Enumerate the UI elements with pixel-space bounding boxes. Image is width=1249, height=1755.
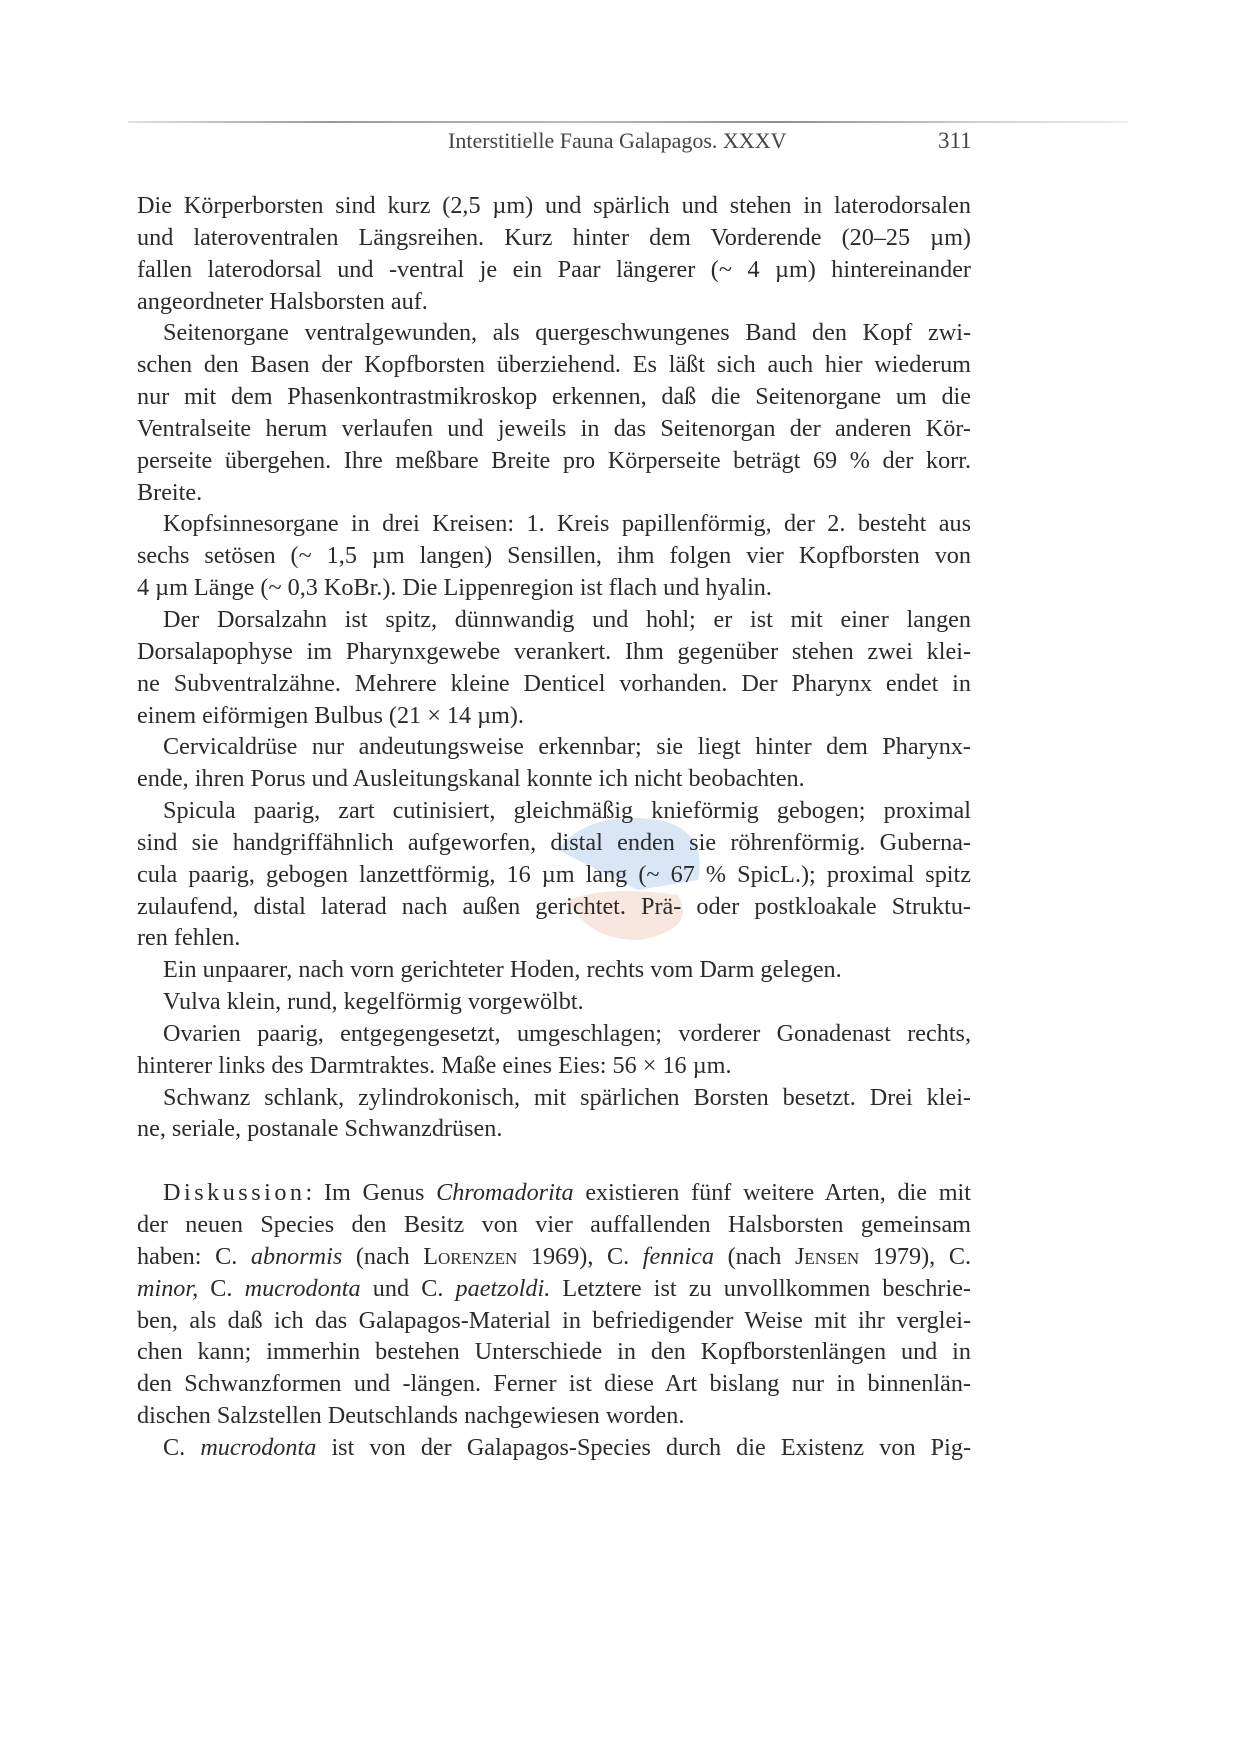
text-line xyxy=(137,254,971,286)
text-line xyxy=(137,700,971,732)
text-line xyxy=(137,381,971,413)
text-line xyxy=(137,477,971,509)
italic-text: mucrodonta xyxy=(200,1433,317,1461)
text-line xyxy=(137,1241,971,1273)
italic-text: mucrodonta xyxy=(244,1274,361,1302)
text-segment: Breite. xyxy=(137,478,203,506)
paragraph xyxy=(137,1177,971,1432)
text-segment: sechs setösen (~ 1,5 µm langen) Sensillen, ihm folgen vier Kopfborsten von xyxy=(137,542,971,570)
author-name: Lorenzen xyxy=(423,1242,518,1270)
text-segment: Vulva klein, rund, kegelförmig vorgewölbt. xyxy=(163,988,584,1016)
text-line xyxy=(137,1368,971,1400)
text-line xyxy=(137,922,971,954)
text-segment: Schwanz schlank, zylindrokonisch, mit spärlichen Borsten besetzt. Drei klei- xyxy=(163,1083,971,1111)
text-segment: der neuen Species den Besitz von vier auffallenden Halsborsten gemeinsam xyxy=(137,1211,971,1238)
text-segment: (nach xyxy=(342,1242,424,1270)
header-rule xyxy=(128,121,1128,123)
text-segment: Ovarien paarig, entgegengesetzt, umgeschlagen; vorderer Gonadenast rechts, xyxy=(163,1019,971,1047)
text-line xyxy=(137,1400,971,1432)
italic-text: abnormis xyxy=(250,1242,343,1270)
paragraph xyxy=(137,731,971,795)
text-line xyxy=(137,1336,971,1368)
text-line xyxy=(137,954,971,986)
text-segment: 1979), C. xyxy=(859,1242,972,1270)
text-line xyxy=(137,891,971,923)
italic-text: fennica xyxy=(642,1242,714,1270)
text-line xyxy=(137,604,971,636)
text-segment: Letztere ist zu unvollkommen beschrie- xyxy=(550,1274,971,1302)
paragraph xyxy=(137,1432,971,1464)
text-segment: cula paarig, gebogen lanzettförmig, 16 µm lang (~ 67 % SpicL.); proximal spitz xyxy=(137,860,971,888)
text-line xyxy=(137,1273,971,1305)
text-segment: ende, ihren Porus und Ausleitungskanal konnte ich nicht beobachten. xyxy=(137,765,805,793)
text-segment: ist von der Galapagos-Species durch die Existenz von Pig- xyxy=(316,1433,971,1461)
text-line xyxy=(137,827,971,859)
paragraph xyxy=(137,508,971,604)
text-segment: Ein unpaarer, nach vorn gerichteter Hoden, rechts vom Darm gelegen. xyxy=(163,956,842,984)
text-segment: ne, seriale, postanale Schwanzdrüsen. xyxy=(137,1115,503,1143)
text-segment: Dorsalapophyse im Pharynxgewebe verankert. Ihm gegenüber stehen zwei klei- xyxy=(137,637,971,665)
text-segment: ne Subventralzähne. Mehrere kleine Denticel vorhanden. Der Pharynx endet in xyxy=(137,669,971,697)
text-line xyxy=(137,508,971,540)
text-segment: hinterer links des Darmtraktes. Maße eines Eies: 56 × 16 µm. xyxy=(137,1051,732,1079)
text-line xyxy=(137,540,971,572)
paragraph xyxy=(137,190,971,317)
text-line xyxy=(137,445,971,477)
body-text xyxy=(137,190,971,1464)
text-segment: 1969), C. xyxy=(517,1242,643,1270)
text-line xyxy=(137,859,971,891)
text-segment: existieren fünf weitere Arten, die mit xyxy=(573,1179,971,1207)
paragraph xyxy=(137,317,971,508)
text-segment: chen kann; immerhin bestehen Unterschiede in den Kopfborstenlängen und in xyxy=(137,1338,971,1366)
italic-text: minor, xyxy=(137,1274,199,1302)
italic-text: paetzoldi. xyxy=(455,1274,551,1302)
text-line xyxy=(137,1050,971,1082)
text-segment: ren fehlen. xyxy=(137,924,241,952)
text-line xyxy=(137,986,971,1018)
text-segment: einem eiförmigen Bulbus (21 × 14 µm). xyxy=(137,701,524,729)
text-line xyxy=(137,1113,971,1145)
text-segment: Seitenorgane ventralgewunden, als quergeschwungenes Band den Kopf zwi- xyxy=(163,319,971,347)
text-line xyxy=(137,795,971,827)
paragraph xyxy=(137,604,971,731)
paragraph xyxy=(137,795,971,954)
paragraph xyxy=(137,1082,971,1146)
text-segment: perseite übergehen. Ihre meßbare Breite pro Körperseite beträgt 69 % der korr. xyxy=(137,446,971,474)
text-line xyxy=(137,1305,971,1337)
text-segment: sind sie handgriffähnlich aufgeworfen, distal enden sie röhrenförmig. Guberna- xyxy=(137,828,971,856)
italic-text: Chromadorita xyxy=(436,1179,574,1207)
text-segment: Spicula paarig, zart cutinisiert, gleichmäßig knieförmig gebogen; proximal xyxy=(163,797,971,825)
text-segment: schen den Basen der Kopfborsten überziehend. Es läßt sich auch hier wiederum xyxy=(137,351,971,379)
text-line xyxy=(137,190,971,222)
text-line xyxy=(137,1432,971,1464)
text-segment: C. xyxy=(198,1274,245,1302)
text-segment: zulaufend, distal laterad nach außen gerichtet. Prä- oder postkloakale Struktu- xyxy=(137,892,971,920)
text-line xyxy=(137,222,971,254)
text-line xyxy=(137,1177,971,1209)
paragraph xyxy=(137,986,971,1018)
paragraph-gap xyxy=(137,1145,971,1177)
text-segment: : Im Genus xyxy=(305,1179,437,1207)
paragraph xyxy=(137,1018,971,1082)
text-segment: ben, als daß ich das Galapagos-Material in befriedigender Weise mit ihr verglei- xyxy=(137,1306,971,1334)
text-segment: Cervicaldrüse nur andeutungsweise erkennbar; sie liegt hinter dem Pharynx- xyxy=(163,733,971,761)
text-segment: Kopfsinnesorgane in drei Kreisen: 1. Kreis papillenförmig, der 2. besteht aus xyxy=(163,510,971,538)
text-line xyxy=(137,413,971,445)
text-line xyxy=(137,1082,971,1114)
text-line xyxy=(137,731,971,763)
text-line xyxy=(137,317,971,349)
text-segment: fallen laterodorsal und -ventral je ein Paar längerer (~ 4 µm) hintereinander xyxy=(137,255,971,283)
text-segment: Ventralseite herum verlaufen und jeweils in das Seitenorgan der anderen Kör- xyxy=(137,414,971,442)
text-segment: Die Körperborsten sind kurz (2,5 µm) und spärlich und stehen in laterodorsalen xyxy=(137,192,971,219)
text-segment: (nach xyxy=(714,1242,795,1270)
section-label: Diskussion xyxy=(163,1179,306,1207)
text-line xyxy=(137,1209,971,1241)
text-segment: haben: C. xyxy=(137,1242,251,1270)
text-line xyxy=(137,1018,971,1050)
page-number: 311 xyxy=(938,128,972,153)
text-segment: C. xyxy=(163,1433,201,1461)
page-header xyxy=(0,128,1249,158)
text-segment: angeordneter Halsborsten auf. xyxy=(137,287,428,315)
text-segment: 4 µm Länge (~ 0,3 KoBr.). Die Lippenregion ist flach und hyalin. xyxy=(137,574,772,602)
text-line xyxy=(137,636,971,668)
text-segment: nur mit dem Phasenkontrastmikroskop erkennen, daß die Seitenorgane um die xyxy=(137,383,971,411)
text-segment: und lateroventralen Längsreihen. Kurz hinter dem Vorderende (20–25 µm) xyxy=(137,223,971,251)
text-line xyxy=(137,763,971,795)
text-segment: dischen Salzstellen Deutschlands nachgewiesen worden. xyxy=(137,1402,685,1430)
paragraph xyxy=(137,954,971,986)
author-name: Jensen xyxy=(794,1242,860,1270)
text-segment: den Schwanzformen und -längen. Ferner ist diese Art bislang nur in binnenlän- xyxy=(137,1370,971,1398)
text-line xyxy=(137,572,971,604)
text-line xyxy=(137,349,971,381)
text-line xyxy=(137,668,971,700)
text-segment: und C. xyxy=(360,1274,456,1302)
text-line xyxy=(137,286,971,318)
text-segment: Der Dorsalzahn ist spitz, dünnwandig und hohl; er ist mit einer langen xyxy=(163,605,971,633)
running-title: Interstitielle Fauna Galapagos. XXXV xyxy=(448,128,787,153)
